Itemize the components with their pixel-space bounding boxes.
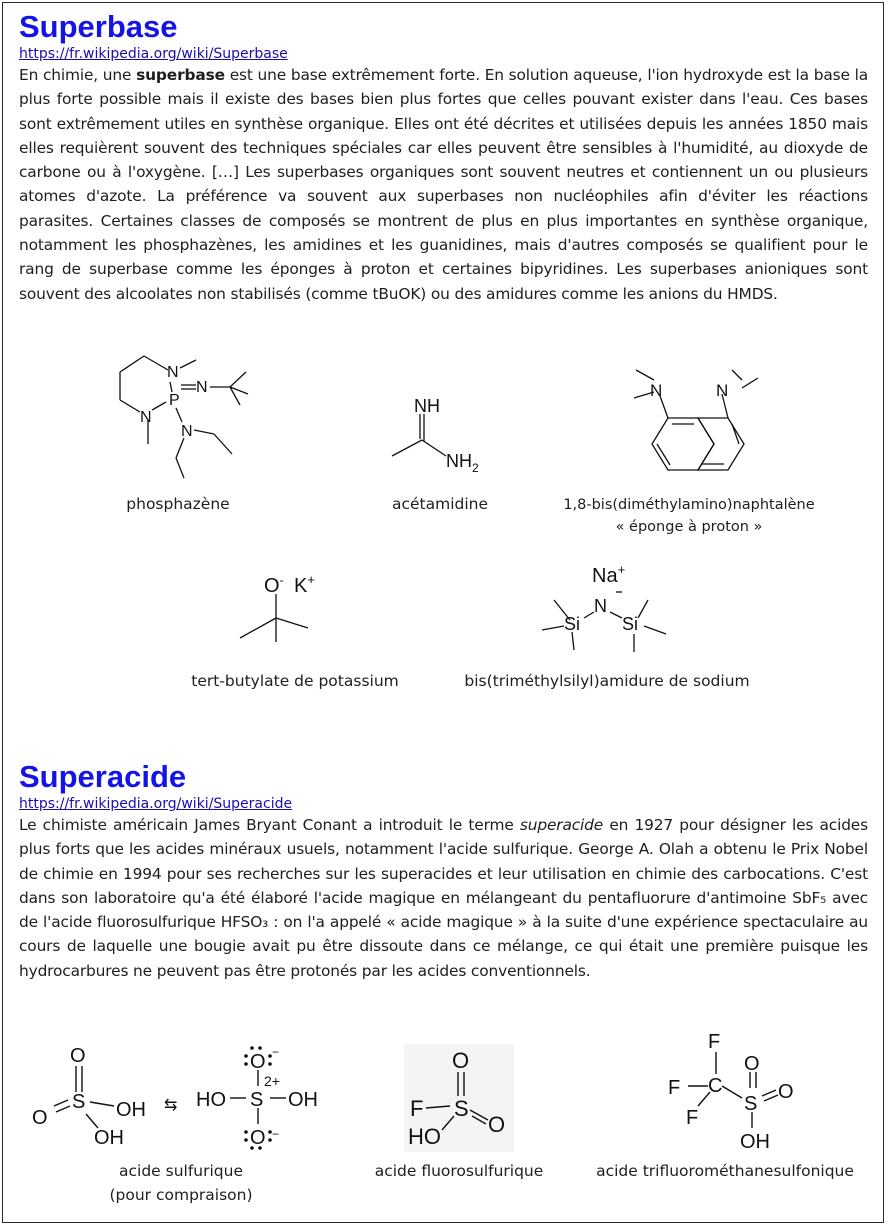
h2so4c-oh-right: OH (288, 1089, 318, 1111)
nahmds-si2-label: Si (622, 614, 639, 634)
superacide-section (19, 760, 868, 983)
phosphazene-n3-label: N (140, 409, 152, 426)
h2so4-oh-bottom: OH (94, 1127, 124, 1149)
hfso3-o-top: O (452, 1048, 470, 1073)
caption-proton-sponge-1: 1,8-bis(diméthylamino)naphtalène (563, 497, 815, 513)
h2so4-o-left: O (32, 1107, 48, 1129)
nahmds-n-label: N (594, 596, 607, 616)
phosphazene-n1-label: N (167, 364, 179, 381)
triflic-f-top: F (708, 1031, 721, 1053)
caption-proton-sponge-2: « éponge à proton » (615, 519, 763, 535)
sulfuric-acid-charged-structure (194, 1042, 324, 1152)
caption-nahmds: bis(triméthylsilyl)amidure de sodium (464, 672, 750, 690)
tbuok-structure (236, 562, 336, 652)
svg-text:⇆: ⇆ (164, 1097, 178, 1114)
hfso3-ho: HO (408, 1124, 441, 1149)
sulfuric-acid-wedge-structure (28, 1040, 158, 1150)
superacide-paragraph (19, 813, 868, 983)
h2so4c-minus-bottom: − (272, 1127, 280, 1141)
triflic-c: C (708, 1075, 723, 1097)
acetamidine-nh2-label: $NH_2$ (446, 451, 479, 475)
nahmds-si1-label: Si (564, 614, 581, 634)
caption-triflic: acide trifluorométhanesulfonique (596, 1162, 854, 1180)
triflic-o-right: O (778, 1081, 794, 1103)
h2so4-s: S (72, 1091, 86, 1113)
nahmds-na-label: Na+ (592, 562, 626, 587)
sponge-n2-label: N (716, 381, 729, 400)
superacide-text-2: en 1927 pour désigner les acides plus forts que les acides minéraux usuels, notamment l'acide sulfurique. George A. Olah a obtenu le Prix Nobel de chimie en 1994 pour ses recherches sur les superacides et leur utilisation en chimie des carbocations. C'est dans son laboratoire qu'a été élaboré l'acide magique en mélangeant du pentafluorure d'antimoine SbF₅ avec de l'acide fluorosulfurique HFSO₃ : on l'a appelé « acide magique » à la suite d'une expérience spectaculaire au cours de laquelle une bougie avait pu être dissoute dans ce mélange, ce qui était une première puisque les hydrocarbures ne peuvent pas être protonés par les acides conventionnels. (19, 816, 868, 980)
triflic-s: S (744, 1093, 758, 1115)
superbase-bold-term: superbase (136, 66, 225, 84)
superacide-wiki-link[interactable]: https://fr.wikipedia.org/wiki/Superacide (19, 796, 293, 812)
superbase-wiki-link[interactable]: https://fr.wikipedia.org/wiki/Superbase (19, 46, 288, 62)
phosphazene-n2-label: N (196, 379, 208, 396)
superbase-text-2: est une base extrêmement forte. En solution aqueuse, l'ion hydroxyde est la base la plus forte possible mais il existe des bases bien plus fortes que celles pouvant exister dans l'eau. Ces bases sont extrêmement utiles en synthèse organique. Elles ont été décrites et utilisées depuis les années 1850 mais elles requièrent souvent des techniques spéciales car elles peuvent être sensibles à l'humidité, au dioxyde de carbone ou à l'oxygène. […] Les superbases organiques sont souvent neutres et contiennent un ou plusieurs atomes d'azote. La préférence va souvent aux superbases non nucléophiles afin d'éviter les réactions parasites. Certaines classes de composés se montrent de plus en plus importantes en synthèse organique, notamment les phosphazènes, les amidines et les guanidines, mais d'autres composés se qualifient pour le rang de superbase comme les éponges à proton et certaines bipyridines. Les superbases anioniques sont souvent des alcoolates non stabilisés (comme tBuOK) ou des amidures comme les anions du HMDS. (19, 66, 868, 303)
tbuok-k-label: K+ (294, 572, 315, 597)
h2so4c-o-bottom: O (250, 1127, 266, 1149)
hfso3-s: S (454, 1096, 469, 1121)
caption-phosphazene: phosphazène (126, 495, 230, 513)
caption-sulfuric-1: acide sulfurique (119, 1162, 243, 1180)
h2so4c-ho-left: HO (196, 1089, 226, 1111)
superbase-text-1: En chimie, une (19, 66, 137, 84)
phosphazene-p-label: P (169, 392, 180, 409)
h2so4c-minus-top: − (272, 1045, 280, 1059)
phosphazene-n4-label: N (181, 423, 193, 440)
superbase-title: Superbase (19, 9, 178, 44)
nahmds-structure (540, 560, 670, 650)
caption-sulfuric-2: (pour compraison) (109, 1186, 253, 1204)
hfso3-o-right: O (488, 1112, 506, 1137)
equilibrium-arrow (164, 1094, 184, 1114)
caption-acetamidine: acétamidine (391, 495, 489, 513)
triflic-o-top: O (744, 1053, 760, 1075)
caption-fluorosulfuric: acide fluorosulfurique (374, 1162, 544, 1180)
h2so4-oh-right: OH (116, 1099, 146, 1121)
superbase-section (19, 10, 868, 306)
triflic-f-left: F (668, 1077, 681, 1099)
hfso3-f: F (410, 1096, 424, 1121)
superacide-title: Superacide (19, 759, 187, 794)
h2so4c-o-top: O (250, 1051, 266, 1073)
triflic-f-bottom: F (686, 1107, 699, 1129)
h2so4c-s: S (250, 1089, 264, 1111)
triflic-acid-structure (660, 1030, 810, 1155)
sponge-n1-label: N (650, 381, 663, 400)
caption-tbuok: tert-butylate de potassium (191, 672, 399, 690)
h2so4c-charge: 2+ (264, 1073, 280, 1089)
proton-sponge-structure (630, 366, 770, 491)
superbase-paragraph (19, 63, 868, 306)
acetamidine-structure (388, 392, 498, 482)
acetamidine-nh-label: NH (414, 396, 440, 416)
tbuok-o-label: O- (264, 573, 284, 597)
superacide-text-1: Le chimiste américain James Bryant Conant a introduit le terme (19, 816, 520, 834)
superacide-italic-term: superacide (519, 816, 604, 834)
phosphazene-structure (108, 350, 268, 470)
triflic-oh: OH (740, 1131, 770, 1153)
fluorosulfuric-acid-structure (404, 1044, 514, 1154)
h2so4-o-top: O (70, 1045, 86, 1067)
